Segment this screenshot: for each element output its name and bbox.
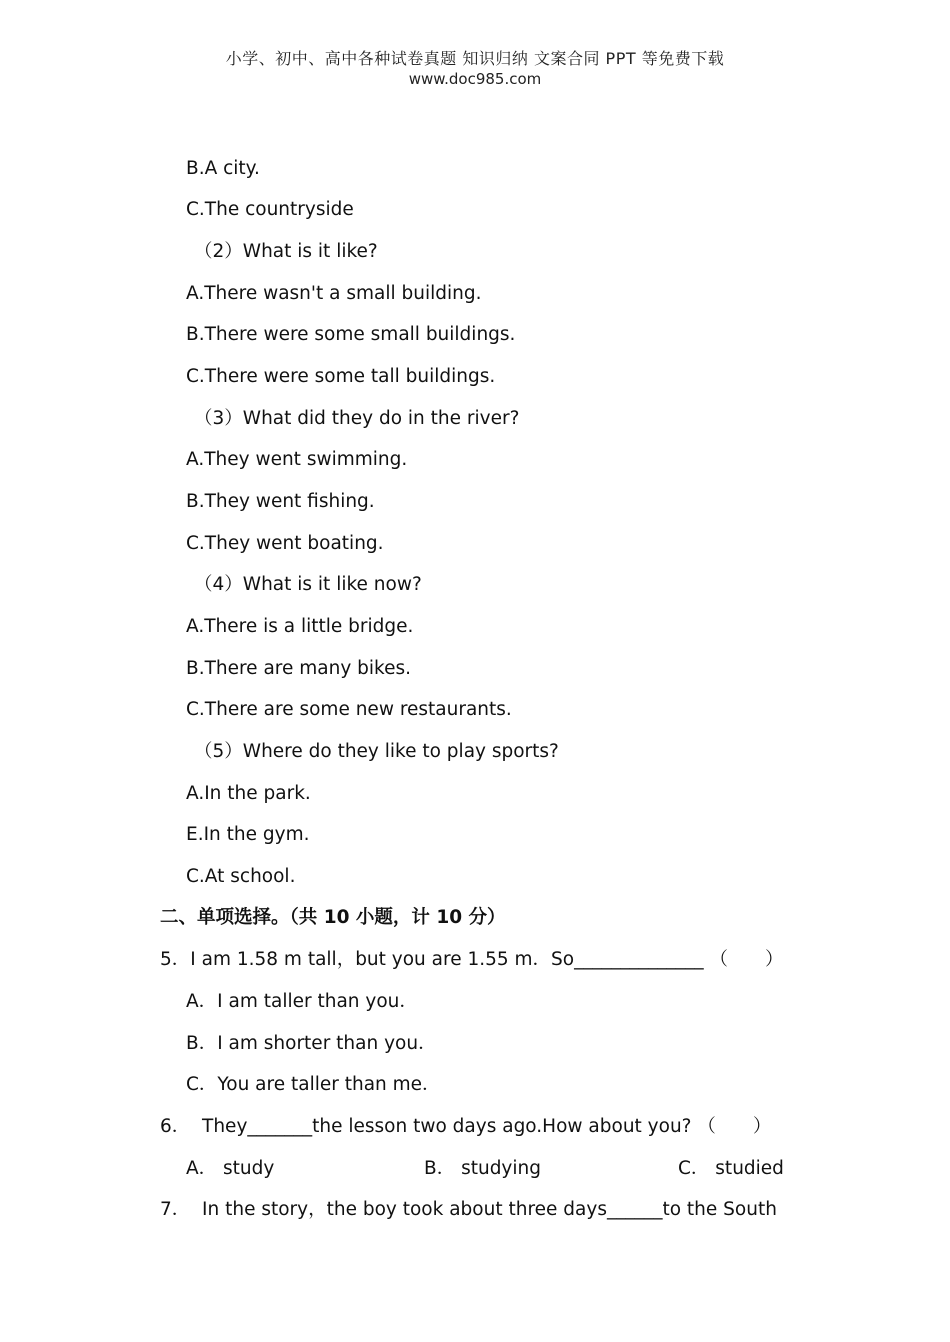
option-c: C.At school. [186, 866, 296, 887]
question-6-options [186, 1157, 806, 1181]
option-a: A.There wasn't a small building. [186, 283, 482, 304]
option-c: C．You are taller than me． [186, 1074, 441, 1095]
option-b: B.A city. [186, 158, 260, 179]
question-7-stem: 7． In the story，the boy took about three days______to the South [160, 1199, 777, 1220]
option-c: C.There were some tall buildings. [186, 366, 496, 387]
question-5-stem: 5．I am 1.58 m tall，but you are 1.55 m．So______________ （ ） [160, 949, 784, 970]
question-2-stem: （2）What is it like? [194, 241, 378, 262]
option-c: C.There are some new restaurants. [186, 699, 512, 720]
option-b: B.They went fishing. [186, 491, 375, 512]
page-header-title: 小学、初中、高中各种试卷真题 知识归纳 文案合同 PPT 等免费下载 [225, 49, 725, 68]
option-a: A.There is a little bridge. [186, 616, 414, 637]
option-a: A.They went swimming. [186, 449, 408, 470]
question-6-stem: 6． They_______the lesson two days ago.How about you? （ ） [160, 1116, 772, 1137]
option-a: A.In the park. [186, 783, 311, 804]
option-a: A．I am taller than you． [186, 991, 418, 1012]
question-3-stem: （3）What did they do in the river? [194, 408, 520, 429]
option-b: B． studying [424, 1158, 541, 1179]
question-5-sub-stem: （5）Where do they like to play sports? [194, 741, 559, 762]
question-4-stem: （4）What is it like now? [194, 574, 422, 595]
page-header-url: www.doc985.com [408, 70, 542, 88]
option-b: B．I am shorter than you． [186, 1033, 437, 1054]
option-c: C.They went boating. [186, 533, 384, 554]
option-e: E.In the gym. [186, 824, 310, 845]
section-2-heading: 二、单项选择。（共 10 小题，计 10 分） [160, 907, 506, 928]
option-c: C.The countryside [186, 199, 354, 220]
option-c: C． studied [678, 1158, 784, 1179]
option-b: B.There were some small buildings. [186, 324, 516, 345]
option-a: A． study [186, 1158, 275, 1179]
option-b: B.There are many bikes. [186, 658, 411, 679]
